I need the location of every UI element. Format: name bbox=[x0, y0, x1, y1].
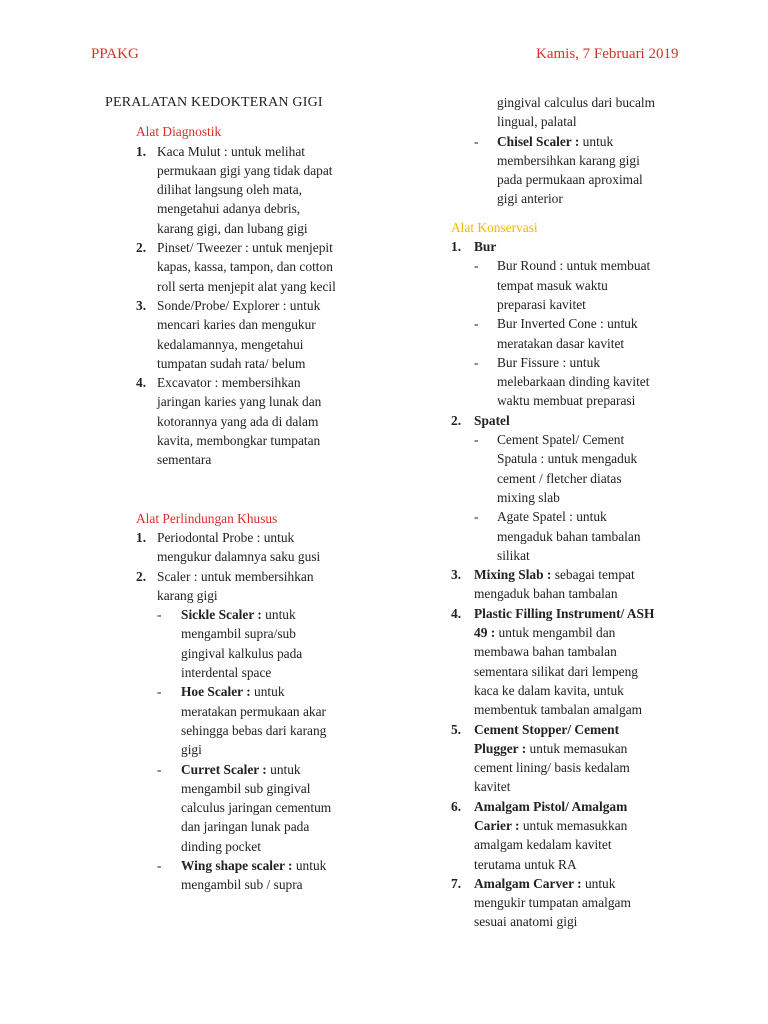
page-title: PERALATAN KEDOKTERAN GIGI bbox=[105, 95, 323, 110]
text-line: Bur Fissure : untuk bbox=[497, 354, 601, 370]
dash-bullet: - bbox=[474, 432, 479, 448]
text-line: tumpatan sudah rata/ belum bbox=[157, 355, 306, 371]
dash-bullet: - bbox=[474, 509, 479, 525]
text-line bbox=[474, 797, 686, 816]
text-line: kotorannya yang ada di dalam bbox=[157, 413, 319, 429]
dash-bullet: - bbox=[157, 761, 162, 777]
text-line bbox=[181, 856, 375, 875]
text-line: Pinset/ Tweezer : untuk menjepit bbox=[157, 240, 333, 256]
text-line bbox=[497, 132, 686, 151]
sub-list-item bbox=[451, 430, 686, 507]
text-line: membawa bahan tambalan bbox=[474, 644, 617, 660]
text-line: mengaduk bahan tambalan bbox=[474, 586, 618, 602]
sub-list-item bbox=[105, 856, 375, 895]
dash-bullet: - bbox=[157, 857, 162, 873]
text-line: pada permukaan aproximal bbox=[497, 172, 643, 188]
item-label: Bur bbox=[474, 239, 497, 255]
text-line: kedalamannya, mengetahui bbox=[157, 336, 304, 352]
header-date: Kamis, 7 Februari 2019 bbox=[536, 46, 679, 62]
text-line: terutama untuk RA bbox=[474, 856, 577, 872]
list-number: 3. bbox=[136, 297, 147, 313]
item-label: 49 : bbox=[474, 625, 496, 641]
text-line: gingival kalkulus pada bbox=[181, 645, 303, 661]
text-line: silikat bbox=[497, 547, 530, 563]
list-number: 3. bbox=[451, 567, 462, 583]
item-text: sebagai tempat bbox=[551, 567, 635, 583]
item-text: untuk mengambil dan bbox=[495, 625, 616, 641]
list-item bbox=[105, 373, 375, 469]
dash-bullet: - bbox=[157, 607, 162, 623]
item-label: Cement Stopper/ Cement bbox=[474, 721, 620, 737]
text-line: mengukir tumpatan amalgam bbox=[474, 895, 631, 911]
sub-list-item bbox=[451, 256, 686, 314]
list-number: 4. bbox=[136, 375, 147, 391]
text-line: meratakan permukaan akar bbox=[181, 703, 326, 719]
item-label: Chisel Scaler : bbox=[497, 133, 580, 149]
text-line: Excavator : membersihkan bbox=[157, 375, 301, 391]
text-line: membentuk tambalan amalgam bbox=[474, 702, 643, 718]
text-line: sesuai anatomi gigi bbox=[474, 914, 578, 930]
list-scaler-types bbox=[105, 605, 375, 894]
text-line: mengukur dalamnya saku gusi bbox=[157, 549, 321, 565]
text-line: dinding pocket bbox=[181, 838, 261, 854]
list-number: 2. bbox=[136, 568, 147, 584]
list-item-chisel bbox=[451, 132, 686, 209]
item-label: Sickle Scaler : bbox=[181, 607, 262, 623]
sub-list-item bbox=[105, 682, 375, 759]
list-item bbox=[451, 411, 686, 430]
text-line: mengambil supra/sub bbox=[181, 626, 296, 642]
text-line: gingival calculus dari bucalm bbox=[497, 95, 656, 110]
list-item bbox=[105, 238, 375, 296]
list-number: 2. bbox=[451, 412, 462, 428]
item-text: untuk bbox=[581, 875, 616, 891]
text-line bbox=[181, 605, 375, 624]
list-diagnostik bbox=[105, 142, 375, 470]
item-text: untuk bbox=[261, 607, 296, 623]
item-label: Plastic Filling Instrument/ ASH bbox=[474, 605, 655, 621]
text-line: Cement Spatel/ Cement bbox=[497, 432, 625, 448]
list-item bbox=[451, 237, 686, 256]
item-label: Plugger : bbox=[474, 740, 527, 756]
sub-list-item bbox=[451, 353, 686, 411]
text-line bbox=[474, 565, 686, 584]
text-line: sehingga bebas dari karang bbox=[181, 722, 327, 738]
text-line: amalgam kedalam kavitet bbox=[474, 837, 612, 853]
list-number: 1. bbox=[136, 143, 147, 159]
text-line: Agate Spatel : untuk bbox=[497, 509, 607, 525]
text-line: Scaler : untuk membersihkan bbox=[157, 568, 314, 584]
dash-bullet: - bbox=[157, 684, 162, 700]
list-perlindungan bbox=[105, 528, 375, 605]
text-line: kapas, kassa, tampon, dan cotton bbox=[157, 259, 333, 275]
text-line: mengambil sub gingival bbox=[181, 780, 311, 796]
text-line: sementara bbox=[157, 452, 212, 468]
item-label: Mixing Slab : bbox=[474, 567, 552, 583]
text-line: gigi bbox=[181, 742, 202, 758]
item-label: Spatel bbox=[474, 412, 510, 428]
item-text: untuk bbox=[250, 684, 285, 700]
text-line: Bur Round : untuk membuat bbox=[497, 258, 651, 274]
text-line bbox=[181, 760, 375, 779]
sub-list-item bbox=[451, 314, 686, 353]
text-line: kavita, membongkar tumpatan bbox=[157, 433, 321, 449]
item-label: Amalgam Pistol/ Amalgam bbox=[474, 798, 628, 814]
item-label: Amalgam Carver : bbox=[474, 875, 582, 891]
item-text: untuk bbox=[579, 133, 614, 149]
text-line: Spatula : untuk mengaduk bbox=[497, 451, 638, 467]
left-column bbox=[105, 93, 375, 895]
sub-list-item bbox=[451, 507, 686, 565]
text-line: mengaduk bahan tambalan bbox=[497, 528, 641, 544]
item-label: Carier : bbox=[474, 817, 520, 833]
text-line: kavitet bbox=[474, 779, 511, 795]
text-line bbox=[474, 623, 686, 642]
sub-list-item bbox=[451, 132, 686, 209]
text-line: permukaan gigi yang tidak dapat bbox=[157, 162, 333, 178]
text-line: membersihkan karang gigi bbox=[497, 152, 640, 168]
text-line: dilihat langsung oleh mata, bbox=[157, 182, 303, 198]
sub-list-item bbox=[105, 605, 375, 682]
list-item bbox=[451, 874, 686, 932]
item-label: Curret Scaler : bbox=[181, 761, 267, 777]
text-line: karang gigi, dan lubang gigi bbox=[157, 220, 308, 236]
text-line: gigi anterior bbox=[497, 191, 563, 207]
text-line: sementara silikat dari lempeng bbox=[474, 663, 638, 679]
list-number: 5. bbox=[451, 721, 462, 737]
text-line: tempat masuk waktu bbox=[497, 277, 608, 293]
text-line: mixing slab bbox=[497, 489, 560, 505]
dash-bullet: - bbox=[474, 354, 479, 370]
dash-bullet: - bbox=[474, 258, 479, 274]
text-line: waktu membuat preparasi bbox=[497, 393, 636, 409]
list-item bbox=[105, 567, 375, 606]
sub-list-item bbox=[105, 760, 375, 856]
dash-bullet: - bbox=[474, 316, 479, 332]
text-line: Bur Inverted Cone : untuk bbox=[497, 316, 638, 332]
text-line: meratakan dasar kavitet bbox=[497, 335, 625, 351]
text-line: interdental space bbox=[181, 665, 272, 681]
text-line bbox=[474, 874, 686, 893]
text-line: lingual, palatal bbox=[497, 114, 577, 130]
list-number: 1. bbox=[451, 239, 462, 255]
list-item bbox=[105, 296, 375, 373]
text-line bbox=[474, 739, 686, 758]
text-line: mencari karies dan mengukur bbox=[157, 317, 316, 333]
right-column bbox=[451, 93, 686, 932]
dash-bullet: - bbox=[474, 133, 479, 149]
item-text: untuk memasukkan bbox=[519, 817, 628, 833]
text-line: jaringan karies yang lunak dan bbox=[157, 394, 322, 410]
list-number: 4. bbox=[451, 605, 462, 621]
list-number: 1. bbox=[136, 529, 147, 545]
item-text: untuk memasukan bbox=[526, 740, 628, 756]
header-left: PPAKG bbox=[91, 46, 139, 62]
list-number: 2. bbox=[136, 240, 147, 256]
list-number: 6. bbox=[451, 798, 462, 814]
text-line: calculus jaringan cementum bbox=[181, 800, 332, 816]
text-line bbox=[474, 604, 686, 623]
section-heading-diagnostik: Alat Diagnostik bbox=[136, 124, 222, 140]
list-item bbox=[451, 720, 686, 797]
text-line: karang gigi bbox=[157, 587, 218, 603]
item-text: untuk bbox=[292, 857, 327, 873]
text-line: Kaca Mulut : untuk melihat bbox=[157, 143, 306, 159]
item-label: Hoe Scaler : bbox=[181, 684, 251, 700]
text-line: dan jaringan lunak pada bbox=[181, 819, 310, 835]
section-heading-konservasi: Alat Konservasi bbox=[451, 219, 538, 235]
text-line bbox=[181, 682, 375, 701]
text-line: Sonde/Probe/ Explorer : untuk bbox=[157, 297, 321, 313]
text-line: melebarkaan dinding kavitet bbox=[497, 374, 650, 390]
text-line: cement lining/ basis kedalam bbox=[474, 760, 630, 776]
list-number: 7. bbox=[451, 875, 462, 891]
text-line: roll serta menjepit alat yang kecil bbox=[157, 278, 336, 294]
text-line bbox=[474, 720, 686, 739]
text-line bbox=[474, 816, 686, 835]
text-line: mengetahui adanya debris, bbox=[157, 201, 301, 217]
continued-text bbox=[451, 93, 686, 132]
item-text: untuk bbox=[266, 761, 301, 777]
list-konservasi bbox=[451, 237, 686, 932]
text-line: kaca ke dalam kavita, untuk bbox=[474, 682, 624, 698]
list-item bbox=[105, 528, 375, 567]
item-label: Wing shape scaler : bbox=[181, 857, 293, 873]
text-line: cement / fletcher diatas bbox=[497, 470, 622, 486]
text-line: mengambil sub / supra bbox=[181, 877, 303, 893]
text-line: preparasi kavitet bbox=[497, 296, 586, 312]
list-item bbox=[451, 565, 686, 604]
list-item bbox=[451, 604, 686, 720]
list-item bbox=[105, 142, 375, 238]
text-line: Periodontal Probe : untuk bbox=[157, 529, 295, 545]
list-item bbox=[451, 797, 686, 874]
section-heading-perlindungan: Alat Perlindungan Khusus bbox=[136, 510, 278, 526]
